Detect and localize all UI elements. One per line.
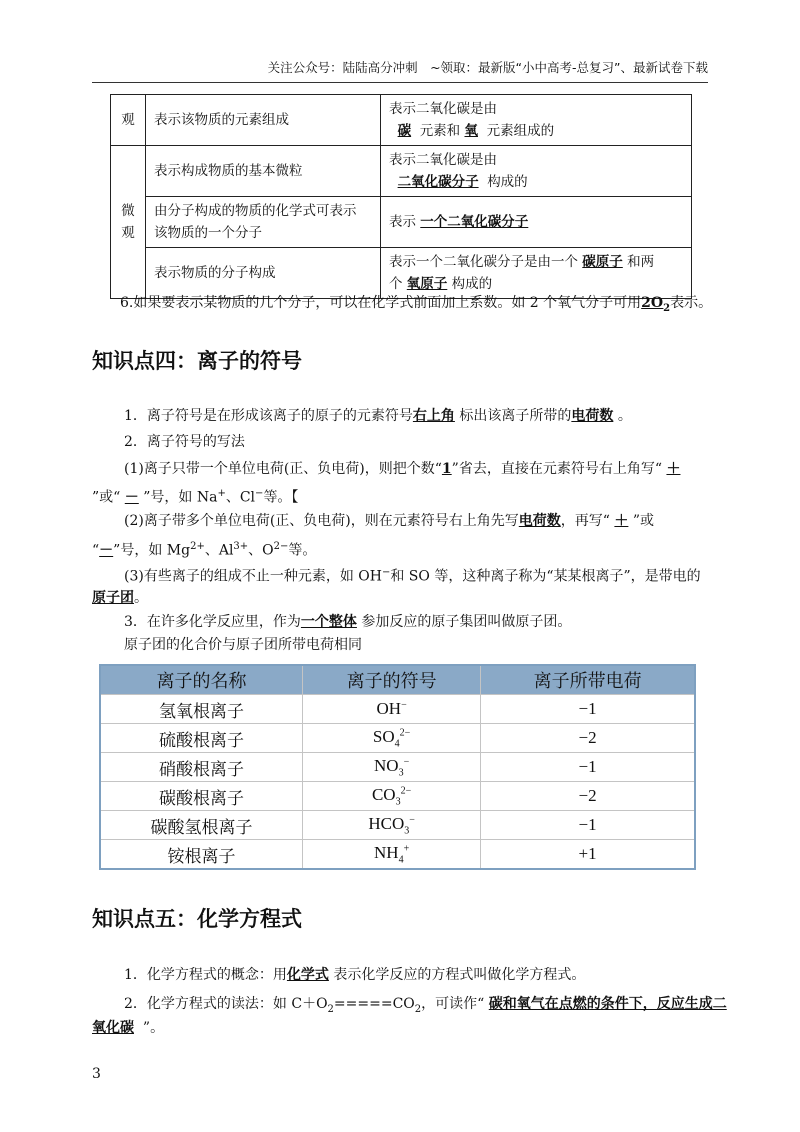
description-cell: [146, 197, 381, 248]
item-text: 6.如果要表示某物质的几个分子，可以在化学式前面加上系数。如 2 个氧气分子可用: [120, 295, 642, 311]
example-text: 个: [389, 276, 403, 292]
symbol-base: CO: [371, 784, 396, 804]
example-text: 表示: [389, 214, 416, 230]
ion-symbol: [303, 695, 481, 724]
text: 等。【: [263, 489, 299, 506]
answer-blank: 右上角: [412, 408, 455, 424]
superscript: 2−: [273, 541, 289, 552]
answer-blank: 1: [441, 461, 452, 477]
description-line: 该物质的一个分子: [154, 225, 262, 241]
example-cell: [381, 146, 692, 197]
paragraph: [92, 1018, 164, 1038]
text: (3)有些离子的组成不止一种元素，如 OH: [124, 568, 382, 585]
ion-name: 氢氧根离子: [100, 695, 303, 724]
paragraph: [92, 588, 148, 608]
superscript: −: [255, 488, 264, 499]
text: ”或“: [92, 489, 121, 506]
page-number: 3: [92, 1066, 101, 1082]
text: 1．化学方程式的概念：用: [124, 967, 287, 983]
table-row: [100, 811, 695, 840]
answer-blank: ＋: [614, 513, 629, 529]
symbol-charge: −: [409, 814, 415, 826]
ion-name: 硝酸根离子: [100, 753, 303, 782]
paragraph: [124, 459, 680, 479]
answer-blank: 一个二氧化碳分子: [420, 214, 529, 230]
text: ，再写“: [560, 513, 610, 529]
answer-blank: 化学式: [286, 967, 329, 983]
ion-name: 碳酸根离子: [100, 782, 303, 811]
superscript: 2+: [190, 541, 205, 552]
text: 等。: [288, 542, 317, 559]
symbol-subscript: 4: [398, 854, 404, 866]
ion-symbol: [303, 782, 481, 811]
text: 1．离子符号是在形成该离子的原子的元素符号: [124, 408, 413, 424]
symbol-base: NO: [374, 755, 399, 775]
answer-blank: 电荷数: [571, 408, 614, 424]
ion-charge: −1: [481, 811, 695, 840]
text: ，可读作“: [421, 996, 485, 1012]
answer-blank: 碳: [397, 123, 412, 139]
text: =====CO: [333, 996, 415, 1012]
symbol-subscript: 3: [398, 767, 404, 779]
text: ”。: [142, 1020, 165, 1036]
category-cell: [111, 146, 146, 299]
item-text: 表示。: [670, 295, 713, 311]
description-line: 由分子构成的物质的化学式可表示: [154, 203, 357, 219]
text: 标出该离子所带的: [459, 408, 572, 424]
text: 和 SO 等，这种离子称为“某某根离子”，是带电的: [390, 568, 701, 585]
paragraph: [92, 537, 316, 561]
example-text: 元素组成的: [486, 123, 555, 139]
paragraph: 原子团的化合价与原子团所带电荷相同: [124, 637, 362, 653]
table-row: [100, 753, 695, 782]
symbol-charge: 2−: [399, 727, 411, 739]
text: 表示化学反应的方程式叫做化学方程式。: [333, 967, 586, 983]
answer-blank: 氧: [464, 123, 478, 139]
text: 。: [134, 590, 148, 606]
ion-charge: −1: [481, 695, 695, 724]
column-header: 离子的名称: [100, 665, 303, 695]
superscript: 3+: [233, 541, 249, 552]
table-row: [111, 146, 692, 197]
text: ”省去，直接在元素符号右上角写“: [451, 461, 662, 477]
example-text: 构成的: [487, 174, 528, 190]
text: 、Cl: [225, 489, 256, 506]
ion-symbol: [303, 724, 481, 753]
ion-symbol: [303, 811, 481, 840]
paragraph: [124, 406, 632, 426]
superscript: +: [217, 488, 226, 499]
item-6: [120, 293, 712, 319]
category-char: 微: [121, 203, 135, 219]
section-title: 知识点五：化学方程式: [92, 907, 302, 931]
symbol-subscript: 4: [394, 738, 400, 750]
answer-blank: －: [99, 542, 114, 559]
answer-blank: 二氧化碳分子: [397, 174, 479, 190]
answer-blank: 碳和氧气在点燃的条件下，反应生成二: [488, 996, 727, 1012]
symbol-base: HCO: [368, 813, 405, 833]
table-row: [100, 782, 695, 811]
ion-charge: +1: [481, 840, 695, 870]
table-header-row: [100, 665, 695, 695]
paragraph: [124, 563, 701, 587]
ion-symbol: [303, 753, 481, 782]
example-line: [389, 273, 683, 295]
text: 、O: [248, 542, 274, 559]
ion-name: 铵根离子: [100, 840, 303, 870]
paragraph: [124, 511, 654, 531]
example-text: 元素和: [419, 123, 461, 139]
symbol-base: NH: [374, 842, 399, 862]
text: 、Al: [204, 542, 234, 559]
ion-table: [99, 664, 696, 870]
symbol-subscript: 3: [404, 825, 410, 837]
table-row: [111, 197, 692, 248]
subscript: 2: [327, 1003, 334, 1015]
example-cell: [381, 197, 692, 248]
symbol-subscript: 3: [395, 796, 401, 808]
paragraph: [124, 994, 727, 1020]
text: ”号，如 Na: [143, 489, 218, 506]
column-header: 离子的符号: [303, 665, 481, 695]
subscript: 2: [414, 1003, 422, 1015]
answer-blank: [641, 295, 671, 314]
category-char: 观: [121, 225, 135, 241]
symbol-charge: +: [403, 843, 410, 855]
symbol-charge: −: [403, 756, 410, 768]
section-title: 知识点四：离子的符号: [92, 349, 302, 373]
table-row: [111, 248, 692, 299]
paragraph: [92, 484, 298, 508]
ion-charge: −2: [481, 782, 695, 811]
text: 2．化学方程式的读法：如 C＋O: [124, 996, 328, 1012]
answer-subscript: 2: [663, 302, 671, 314]
answer-blank: －: [124, 489, 139, 506]
description-cell: 表示该物质的元素组成: [146, 95, 381, 146]
example-text: 和两: [627, 254, 655, 270]
text: (1)离子只带一个单位电荷(正、负电荷)，则把个数“: [124, 461, 442, 477]
description-cell: 表示构成物质的基本微粒: [146, 146, 381, 197]
text: ”或: [632, 513, 655, 529]
example-text: 表示一个二氧化碳分子是由一个: [389, 254, 578, 270]
text: ”号，如 Mg: [113, 542, 191, 559]
example-line: [389, 251, 683, 273]
table-row: [100, 724, 695, 753]
table-row: [111, 95, 692, 146]
symbol-charge: 2−: [400, 785, 412, 797]
description-cell: 表示物质的分子构成: [146, 248, 381, 299]
text: (2)离子带多个单位电荷(正、负电荷)，则在元素符号右上角先写: [124, 513, 519, 529]
ion-charge: −2: [481, 724, 695, 753]
answer-blank: 氧原子: [406, 276, 448, 292]
answer-main: 2O: [641, 295, 664, 311]
symbol-base: SO: [372, 726, 395, 746]
paragraph: [124, 612, 571, 632]
ion-symbol: [303, 840, 481, 870]
ion-name: 硫酸根离子: [100, 724, 303, 753]
symbol-charge: −: [401, 699, 407, 711]
ion-name: 碳酸氢根离子: [100, 811, 303, 840]
symbol-meaning-table: [110, 94, 692, 299]
example-text: 构成的: [451, 276, 493, 292]
example-line: [389, 120, 683, 142]
example-line: [389, 171, 683, 193]
answer-blank: 原子团: [92, 590, 134, 606]
symbol-base: OH: [376, 699, 402, 718]
text: 。: [617, 408, 632, 424]
paragraph: 2．离子符号的写法: [124, 434, 245, 450]
example-cell: [381, 95, 692, 146]
ion-charge: −1: [481, 753, 695, 782]
table-row: [100, 840, 695, 870]
example-line: 表示二氧化碳是由: [389, 152, 497, 168]
example-line: 表示二氧化碳是由: [389, 101, 497, 117]
answer-blank: 一个整体: [300, 614, 357, 630]
text: 3．在许多化学反应里，作为: [124, 614, 301, 630]
answer-blank: 氧化碳: [92, 1020, 134, 1036]
answer-blank: ＋: [666, 461, 681, 477]
superscript: −: [381, 567, 391, 578]
header-rule: [92, 82, 708, 83]
paragraph: [124, 965, 585, 985]
table-row: [100, 695, 695, 724]
text: 参加反应的原子集团叫做原子团。: [361, 614, 572, 630]
answer-blank: 电荷数: [518, 513, 561, 529]
text: “: [92, 542, 100, 559]
answer-blank: 碳原子: [582, 254, 623, 270]
column-header: 离子所带电荷: [481, 665, 695, 695]
example-cell: [381, 248, 692, 299]
category-cell: 观: [111, 95, 146, 146]
page-header: 关注公众号：陆陆高分冲刺 ~领取：最新版“小中高考-总复习”、最新试卷下载: [267, 60, 708, 75]
